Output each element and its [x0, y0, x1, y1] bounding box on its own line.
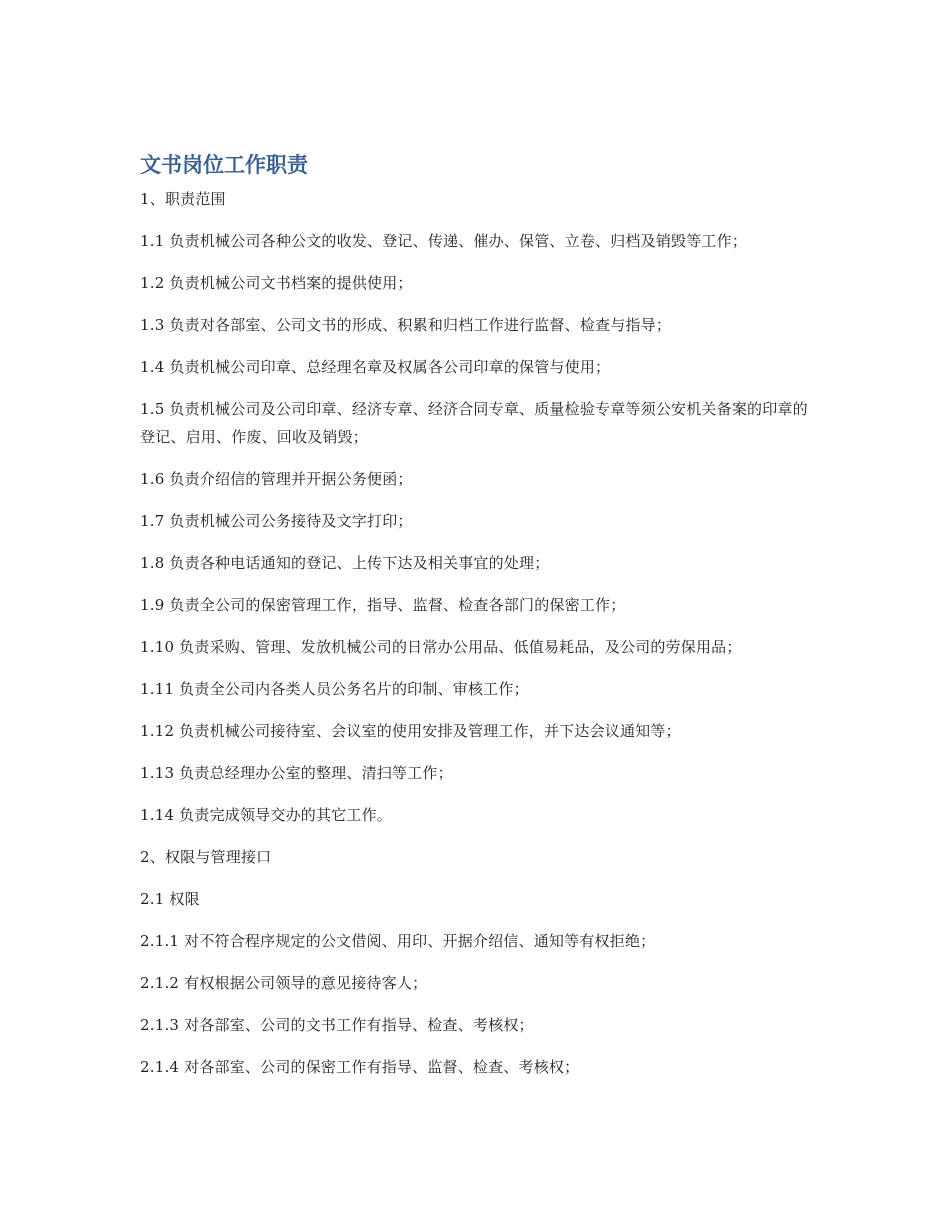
paragraph: 1.1 负责机械公司各种公文的收发、登记、传递、催办、保管、立卷、归档及销毁等工作；	[140, 232, 748, 250]
paragraph: 1.13 负责总经理办公室的整理、清扫等工作；	[140, 764, 453, 782]
document-page	[140, 150, 820, 1095]
paragraph: 1.7 负责机械公司公务接待及文字打印；	[140, 512, 413, 530]
paragraph: 1.10 负责采购、管理、发放机械公司的日常办公用品、低值易耗品，及公司的劳保用品；	[140, 638, 742, 656]
section-heading: 2、权限与管理接口	[140, 848, 272, 866]
paragraph: 1.3 负责对各部室、公司文书的形成、积累和归档工作进行监督、检查与指导；	[140, 316, 672, 334]
paragraph: 2.1.4 对各部室、公司的保密工作有指导、监督、检查、考核权；	[140, 1058, 580, 1076]
paragraph: 1.8 负责各种电话通知的登记、上传下达及相关事宜的处理；	[140, 554, 550, 572]
document-title: 文书岗位工作职责	[140, 153, 308, 177]
subsection-heading: 2.1 权限	[140, 890, 200, 908]
paragraph: 2.1.1 对不符合程序规定的公文借阅、用印、开据介绍信、通知等有权拒绝；	[140, 932, 656, 950]
paragraph: 1.6 负责介绍信的管理并开据公务便函；	[140, 470, 413, 488]
section-heading: 1、职责范围	[140, 190, 226, 208]
paragraph: 1.2 负责机械公司文书档案的提供使用；	[140, 274, 413, 292]
paragraph: 1.9 负责全公司的保密管理工作，指导、监督、检查各部门的保密工作；	[140, 596, 626, 614]
paragraph: 1.5 负责机械公司及公司印章、经济专章、经济合同专章、质量检验专章等须公安机关备案的印章的登记、启用、作废、回收及销毁；	[140, 400, 808, 446]
paragraph: 2.1.3 对各部室、公司的文书工作有指导、检查、考核权；	[140, 1016, 534, 1034]
paragraph: 2.1.2 有权根据公司领导的意见接待客人；	[140, 974, 428, 992]
paragraph: 1.4 负责机械公司印章、总经理名章及权属各公司印章的保管与使用；	[140, 358, 611, 376]
paragraph: 1.12 负责机械公司接待室、会议室的使用安排及管理工作，并下达会议通知等；	[140, 722, 681, 740]
paragraph: 1.11 负责全公司内各类人员公务名片的印制、审核工作；	[140, 680, 529, 698]
paragraph: 1.14 负责完成领导交办的其它工作。	[140, 806, 392, 824]
